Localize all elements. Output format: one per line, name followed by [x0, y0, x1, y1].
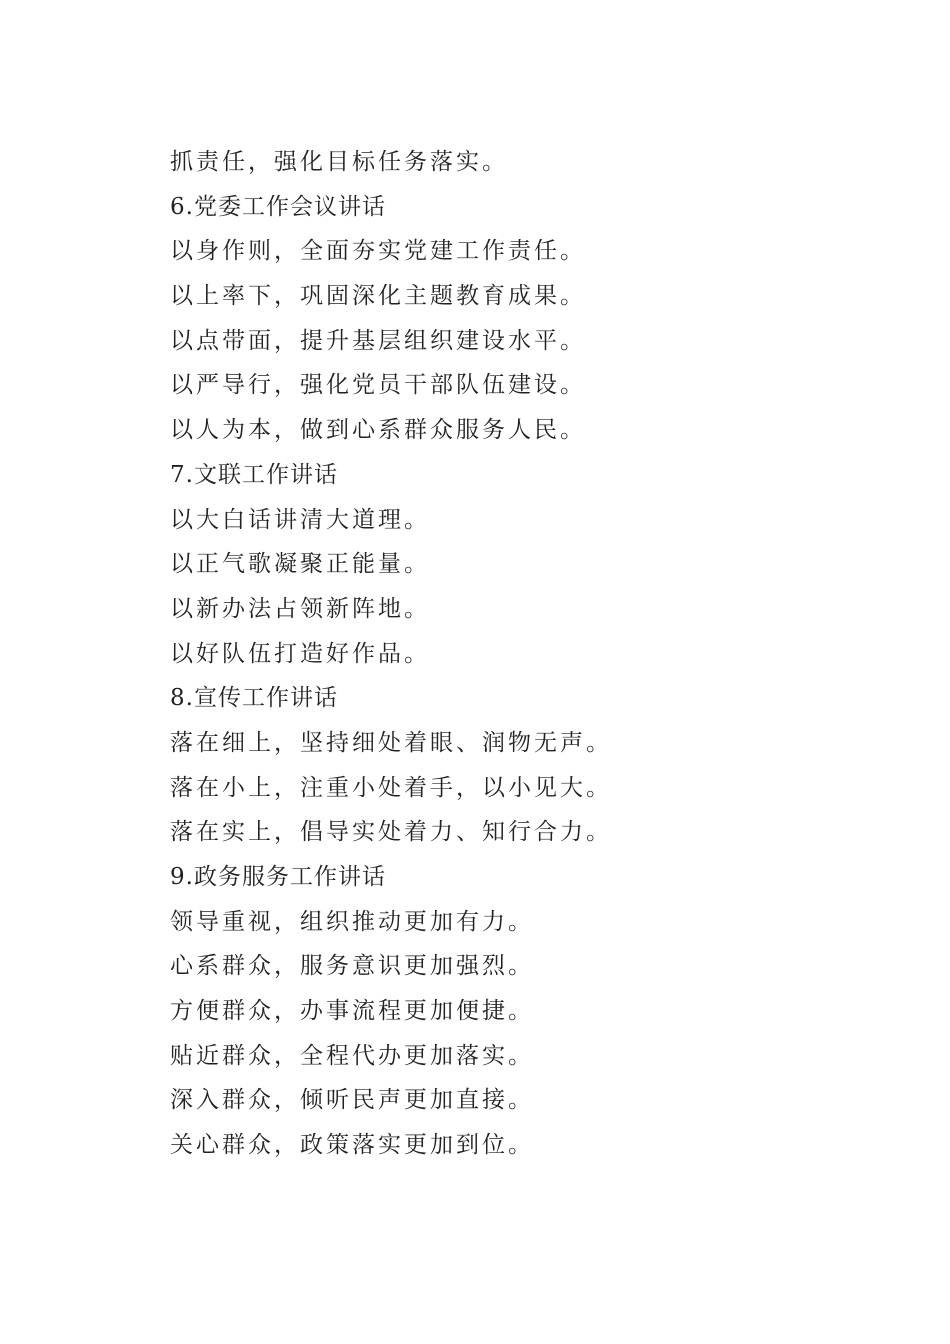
body-line: 落在实上，倡导实处着力、知行合力。 [170, 819, 612, 846]
body-line: 落在小上，注重小处着手，以小见大。 [170, 774, 612, 801]
body-line: 以大白话讲清大道理。 [170, 506, 430, 533]
section-heading: 7.文联工作讲话 [170, 461, 338, 488]
body-line: 以人为本，做到心系群众服务人民。 [170, 417, 586, 444]
body-line: 贴近群众，全程代办更加落实。 [170, 1042, 534, 1069]
body-line: 以上率下，巩固深化主题教育成果。 [170, 283, 586, 310]
document-body [170, 140, 870, 1168]
body-line: 抓责任，强化目标任务落实。 [170, 149, 508, 175]
body-line: 以好队伍打造好作品。 [170, 640, 430, 667]
body-line: 以正气歌凝聚正能量。 [170, 551, 430, 578]
body-line: 以新办法占领新阵地。 [170, 595, 430, 622]
section-heading: 9.政务服务工作讲话 [170, 864, 386, 890]
section-heading: 8.宣传工作讲话 [170, 685, 338, 712]
body-line: 以身作则，全面夯实党建工作责任。 [170, 238, 586, 265]
body-line: 深入群众，倾听民声更加直接。 [170, 1087, 534, 1114]
body-line: 领导重视，组织推动更加有力。 [170, 908, 534, 935]
body-line: 落在细上，坚持细处着眼、润物无声。 [170, 729, 612, 756]
body-line: 以点带面，提升基层组织建设水平。 [170, 327, 586, 354]
body-line: 方便群众，办事流程更加便捷。 [170, 998, 534, 1025]
body-line: 以严导行，强化党员干部队伍建设。 [170, 372, 586, 399]
body-line: 心系群众，服务意识更加强烈。 [170, 953, 534, 980]
section-heading: 6.党委工作会议讲话 [170, 193, 386, 220]
body-line: 关心群众，政策落实更加到位。 [170, 1132, 534, 1159]
